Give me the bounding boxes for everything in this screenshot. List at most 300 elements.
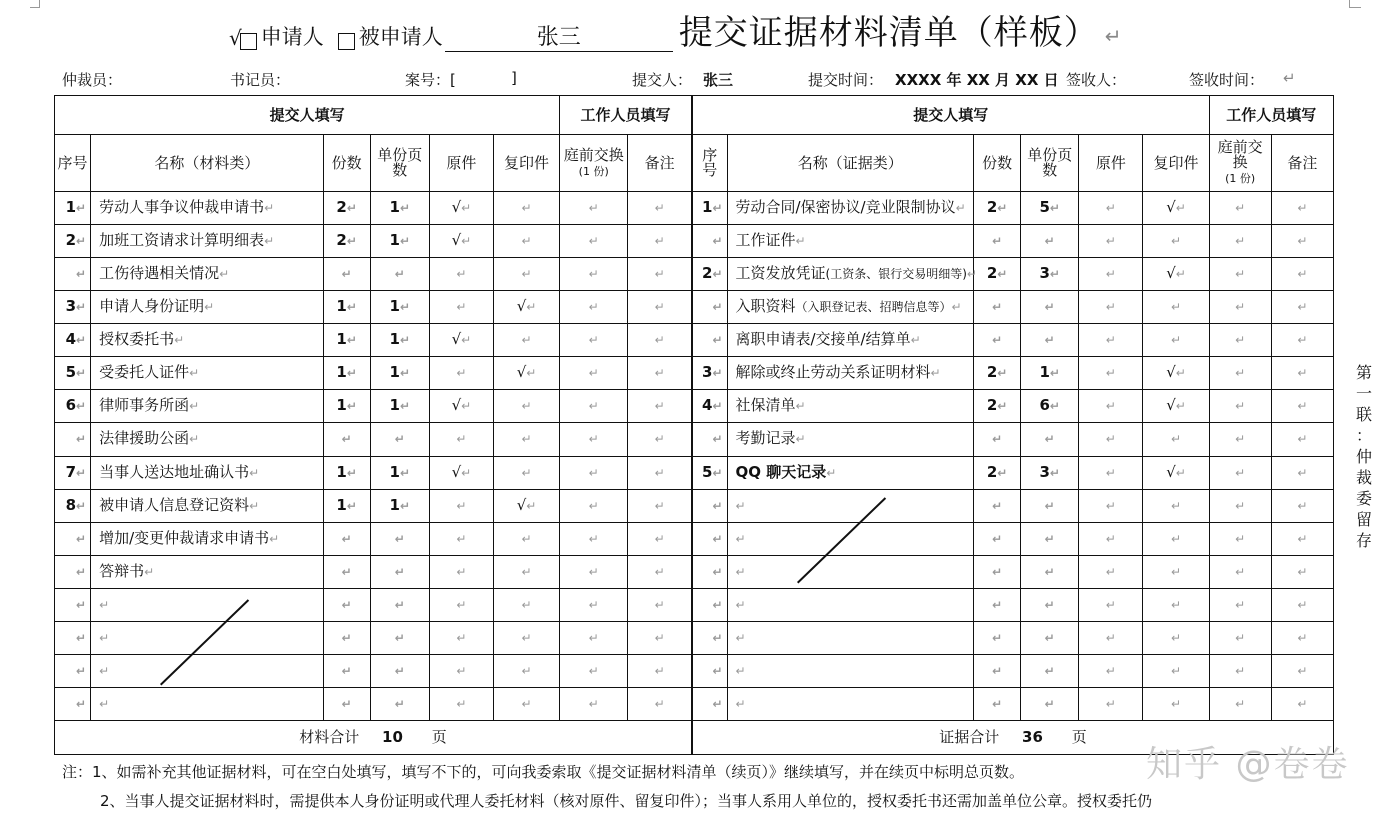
photocopy-cell-right[interactable] (1143, 390, 1209, 423)
respondent-checkbox[interactable] (338, 33, 355, 50)
copies-cell-right[interactable] (974, 621, 1021, 654)
copies-cell-right[interactable] (974, 423, 1021, 456)
seq-cell-right[interactable] (692, 555, 727, 588)
photocopy-cell-right[interactable] (1143, 357, 1209, 390)
pages-cell[interactable] (370, 456, 429, 489)
pages-cell-right[interactable] (1021, 423, 1079, 456)
photocopy-cell-right[interactable] (1143, 423, 1209, 456)
paragraph-mark-icon: ↵ (521, 564, 532, 579)
material-name-cell[interactable] (91, 522, 324, 555)
copies-cell[interactable] (323, 456, 370, 489)
pages-cell[interactable] (370, 324, 429, 357)
paragraph-mark-icon: ↵ (588, 366, 599, 381)
pages-cell-right[interactable] (1021, 555, 1079, 588)
copies-cell-right[interactable] (974, 555, 1021, 588)
remark-cell-right[interactable] (1271, 192, 1333, 225)
pretrial-cell-right[interactable] (1209, 687, 1271, 720)
copies-cell[interactable] (323, 258, 370, 291)
evidence-name-cell[interactable] (727, 456, 974, 489)
photocopy-cell-right[interactable] (1143, 522, 1209, 555)
photocopy-cell[interactable] (493, 654, 559, 687)
paragraph-mark-icon: ↵ (76, 696, 87, 711)
pretrial-cell[interactable] (560, 621, 628, 654)
pages-cell-right[interactable] (1021, 456, 1079, 489)
original-cell[interactable] (429, 687, 493, 720)
pretrial-cell-right[interactable] (1209, 522, 1271, 555)
photocopy-cell-right[interactable] (1143, 489, 1209, 522)
remark-cell-right[interactable] (1271, 225, 1333, 258)
table-row (55, 225, 1334, 258)
seq-cell-right[interactable] (692, 522, 727, 555)
material-name-cell[interactable] (91, 390, 324, 423)
photocopy-cell[interactable] (493, 522, 559, 555)
pages-cell[interactable] (370, 192, 429, 225)
seq-cell[interactable] (55, 423, 91, 456)
copies-cell[interactable] (323, 225, 370, 258)
seq-cell-right[interactable] (692, 621, 727, 654)
copies-cell-right[interactable] (974, 291, 1021, 324)
original-cell-right[interactable] (1079, 258, 1143, 291)
paragraph-mark-icon: ↵ (1049, 399, 1060, 414)
original-cell-right[interactable] (1079, 489, 1143, 522)
evidence-name-cell[interactable] (727, 555, 974, 588)
party-name-field[interactable]: 张三 (445, 20, 673, 52)
pretrial-cell[interactable] (560, 456, 628, 489)
remark-cell[interactable] (628, 489, 692, 522)
evidence-name-cell[interactable] (727, 687, 974, 720)
seq-cell[interactable] (55, 324, 91, 357)
seq-cell[interactable] (55, 258, 91, 291)
copies-cell[interactable] (323, 192, 370, 225)
remark-cell[interactable] (628, 291, 692, 324)
remark-cell[interactable] (628, 456, 692, 489)
pages-cell-right[interactable] (1021, 588, 1079, 621)
pretrial-cell[interactable] (560, 324, 628, 357)
pretrial-note: (1 份) (578, 164, 609, 178)
original-cell[interactable] (429, 489, 493, 522)
pages-cell[interactable] (370, 588, 429, 621)
pretrial-cell[interactable] (560, 357, 628, 390)
pages-cell[interactable] (370, 687, 429, 720)
original-cell[interactable] (429, 621, 493, 654)
photocopy-cell-right[interactable] (1143, 291, 1209, 324)
original-cell-right[interactable] (1079, 390, 1143, 423)
photocopy-cell-right[interactable] (1143, 258, 1209, 291)
seq-cell-right[interactable] (692, 324, 727, 357)
paragraph-mark-icon: ↵ (76, 267, 87, 282)
seq-cell[interactable] (55, 192, 91, 225)
paragraph-mark-icon: ↵ (992, 597, 1003, 612)
pretrial-cell[interactable] (560, 423, 628, 456)
photocopy-cell[interactable] (493, 588, 559, 621)
photocopy-cell[interactable] (493, 489, 559, 522)
seq-cell-right[interactable] (692, 687, 727, 720)
pretrial-cell[interactable] (560, 291, 628, 324)
photocopy-cell[interactable] (493, 621, 559, 654)
seq-cell-right[interactable] (692, 423, 727, 456)
pretrial-cell[interactable] (560, 654, 628, 687)
remark-cell-right[interactable] (1271, 357, 1333, 390)
original-cell[interactable] (429, 225, 493, 258)
original-cell-right[interactable] (1079, 621, 1143, 654)
seq-cell[interactable] (55, 621, 91, 654)
table-row (55, 456, 1334, 489)
evidence-name-cell[interactable] (727, 489, 974, 522)
evidence-name-cell[interactable] (727, 522, 974, 555)
photocopy-cell[interactable] (493, 423, 559, 456)
pages-cell-right[interactable] (1021, 192, 1079, 225)
original-cell-right[interactable] (1079, 324, 1143, 357)
pretrial-cell-right[interactable] (1209, 489, 1271, 522)
seq-cell-right[interactable] (692, 456, 727, 489)
material-name-cell[interactable] (91, 456, 324, 489)
material-name-cell[interactable] (91, 324, 324, 357)
remark-cell[interactable] (628, 522, 692, 555)
photocopy-cell[interactable] (493, 324, 559, 357)
paragraph-mark-icon: ↵ (341, 531, 352, 546)
original-cell[interactable] (429, 357, 493, 390)
remark-cell[interactable] (628, 423, 692, 456)
submit-time-value: XXXX 年 XX 月 XX 日 (895, 71, 1059, 89)
copies-cell-right[interactable] (974, 654, 1021, 687)
pages-cell[interactable] (370, 621, 429, 654)
evidence-name-cell[interactable] (727, 258, 977, 291)
paragraph-mark-icon: ↵ (588, 597, 599, 612)
pages-cell-right[interactable] (1021, 390, 1079, 423)
photocopy-cell-right[interactable] (1143, 588, 1209, 621)
pages-cell[interactable] (370, 423, 429, 456)
copies-cell[interactable] (323, 357, 370, 390)
original-cell-right[interactable] (1079, 357, 1143, 390)
remark-cell-right[interactable] (1271, 324, 1333, 357)
paragraph-mark-icon: ↵ (992, 531, 1003, 546)
photocopy-cell[interactable] (493, 555, 559, 588)
pretrial-cell-right[interactable] (1209, 588, 1271, 621)
remark-cell-right[interactable] (1271, 489, 1333, 522)
seq-cell[interactable] (55, 225, 91, 258)
remark-cell[interactable] (628, 555, 692, 588)
cell-value: 申请人身份证明 (99, 297, 205, 316)
seq-cell[interactable] (55, 390, 91, 423)
remark-cell-right[interactable] (1271, 291, 1333, 324)
remark-cell-right[interactable] (1271, 522, 1333, 555)
seq-cell-right[interactable] (692, 225, 727, 258)
copies-cell-right[interactable] (974, 357, 1021, 390)
pages-cell[interactable] (370, 390, 429, 423)
pages-cell[interactable] (370, 225, 429, 258)
original-cell-right[interactable] (1079, 225, 1143, 258)
original-cell-right[interactable] (1079, 588, 1143, 621)
evidence-name-cell[interactable] (727, 390, 974, 423)
original-cell-right[interactable] (1079, 291, 1143, 324)
pretrial-cell[interactable] (560, 258, 628, 291)
pages-cell[interactable] (370, 291, 429, 324)
pretrial-cell-right[interactable] (1209, 390, 1271, 423)
seq-cell[interactable] (55, 357, 91, 390)
paragraph-mark-icon: ↵ (346, 465, 357, 480)
seq-cell-right[interactable] (692, 390, 727, 423)
seq-cell[interactable] (55, 687, 91, 720)
pretrial-cell-right[interactable] (1209, 456, 1271, 489)
seq-cell[interactable] (55, 456, 91, 489)
note-line-1: 注：1、如需补充其他证据材料，可在空白处填写，填写不下的，可向我委索取《提交证据材料清单（续页）》继续填写，并在续页中标明总页数。 (62, 763, 1025, 781)
pages-cell-right[interactable] (1021, 291, 1079, 324)
original-cell-right[interactable] (1079, 555, 1143, 588)
pages-cell-right[interactable] (1021, 357, 1079, 390)
photocopy-cell-right[interactable] (1143, 225, 1209, 258)
seq-cell-right[interactable] (692, 291, 727, 324)
original-cell-right[interactable] (1079, 522, 1143, 555)
pretrial-cell-right[interactable] (1209, 357, 1271, 390)
pretrial-cell-right[interactable] (1209, 291, 1271, 324)
remark-cell[interactable] (628, 324, 692, 357)
remark-cell[interactable] (628, 654, 692, 687)
remark-cell[interactable] (628, 588, 692, 621)
evidence-name-cell[interactable] (727, 357, 974, 390)
paragraph-mark-icon: ↵ (951, 300, 962, 315)
remark-cell-right[interactable] (1271, 456, 1333, 489)
material-name-cell[interactable] (91, 225, 324, 258)
seq-cell[interactable] (55, 654, 91, 687)
evidence-name-cell[interactable] (727, 423, 974, 456)
copies-cell[interactable] (323, 324, 370, 357)
copies-cell[interactable] (323, 687, 370, 720)
original-cell[interactable] (429, 522, 493, 555)
pretrial-cell-right[interactable] (1209, 654, 1271, 687)
remark-cell-right[interactable] (1271, 390, 1333, 423)
paragraph-mark-icon: ↵ (461, 234, 472, 249)
remark-cell[interactable] (628, 225, 692, 258)
photocopy-cell[interactable] (493, 456, 559, 489)
remark-cell-right[interactable] (1271, 687, 1333, 720)
pretrial-cell[interactable] (560, 687, 628, 720)
original-cell[interactable] (429, 390, 493, 423)
table-row (55, 687, 1334, 720)
copies-cell[interactable] (323, 423, 370, 456)
original-cell-right[interactable] (1079, 456, 1143, 489)
pretrial-cell[interactable] (560, 489, 628, 522)
pretrial-cell-right[interactable] (1209, 324, 1271, 357)
pages-cell[interactable] (370, 258, 429, 291)
photocopy-cell-right[interactable] (1143, 621, 1209, 654)
pretrial-cell-right[interactable] (1209, 621, 1271, 654)
copies-cell-right[interactable] (974, 258, 1021, 291)
pretrial-cell[interactable] (560, 225, 628, 258)
photocopy-cell-right[interactable] (1143, 654, 1209, 687)
photocopy-cell[interactable] (493, 291, 559, 324)
original-cell[interactable] (429, 291, 493, 324)
paragraph-mark-icon: ↵ (997, 201, 1008, 216)
copies-cell-right[interactable] (974, 192, 1021, 225)
remark-cell[interactable] (628, 687, 692, 720)
seq-cell[interactable] (55, 522, 91, 555)
pages-cell-right[interactable] (1021, 522, 1079, 555)
original-cell-right[interactable] (1079, 192, 1143, 225)
seq-cell[interactable] (55, 291, 91, 324)
material-name-cell[interactable] (91, 258, 324, 291)
original-cell[interactable] (429, 588, 493, 621)
original-cell[interactable] (429, 324, 493, 357)
remark-cell[interactable] (628, 192, 692, 225)
copies-cell-right[interactable] (974, 522, 1021, 555)
copies-cell-right[interactable] (974, 324, 1021, 357)
original-cell[interactable] (429, 423, 493, 456)
material-name-cell[interactable] (91, 489, 324, 522)
seq-cell-right[interactable] (692, 258, 727, 291)
original-cell[interactable] (429, 555, 493, 588)
cell-value: √ (516, 297, 527, 316)
pretrial-cell-right[interactable] (1209, 423, 1271, 456)
material-name-cell[interactable] (91, 291, 324, 324)
pretrial-cell[interactable] (560, 588, 628, 621)
pages-cell-right[interactable] (1021, 687, 1079, 720)
original-cell[interactable] (429, 654, 493, 687)
seq-cell-right[interactable] (692, 357, 727, 390)
copies-cell[interactable] (323, 621, 370, 654)
evidence-name-cell[interactable] (727, 588, 974, 621)
remark-cell[interactable] (628, 621, 692, 654)
photocopy-cell[interactable] (493, 357, 559, 390)
remark-cell-right[interactable] (1271, 555, 1333, 588)
remark-cell[interactable] (628, 258, 692, 291)
seq-cell-right[interactable] (692, 588, 727, 621)
material-name-cell[interactable] (91, 357, 324, 390)
copies-cell-right[interactable] (974, 489, 1021, 522)
pretrial-cell-right[interactable] (1209, 555, 1271, 588)
paragraph-mark-icon: ↵ (1044, 531, 1055, 546)
paragraph-mark-icon: ↵ (1175, 399, 1186, 414)
pretrial-cell-right[interactable] (1209, 258, 1271, 291)
pages-cell[interactable] (370, 555, 429, 588)
material-name-cell[interactable] (91, 423, 324, 456)
seq-cell-right[interactable] (692, 192, 727, 225)
evidence-name-cell[interactable] (727, 654, 974, 687)
remark-cell[interactable] (628, 357, 692, 390)
evidence-name-cell[interactable] (727, 225, 974, 258)
photocopy-cell-right[interactable] (1143, 456, 1209, 489)
photocopy-cell-right[interactable] (1143, 687, 1209, 720)
cell-value: 当事人送达地址确认书 (99, 462, 250, 481)
paragraph-mark-icon: ↵ (394, 564, 405, 579)
pretrial-cell-right[interactable] (1209, 225, 1271, 258)
applicant-checkbox[interactable] (240, 33, 257, 50)
photocopy-cell[interactable] (493, 687, 559, 720)
seq-cell-right[interactable] (692, 489, 727, 522)
copies-cell-right[interactable] (974, 390, 1021, 423)
remark-cell[interactable] (628, 390, 692, 423)
pages-cell-right[interactable] (1021, 489, 1079, 522)
pages-cell[interactable] (370, 489, 429, 522)
material-name-cell[interactable] (91, 555, 324, 588)
paragraph-mark-icon: ↵ (1105, 465, 1116, 480)
paragraph-mark-icon: ↵ (654, 366, 665, 381)
photocopy-cell[interactable] (493, 390, 559, 423)
paragraph-mark-icon: ↵ (456, 531, 467, 546)
seq-cell[interactable] (55, 588, 91, 621)
photocopy-cell[interactable] (493, 225, 559, 258)
copies-cell[interactable] (323, 291, 370, 324)
material-name-cell[interactable] (91, 192, 324, 225)
original-cell[interactable] (429, 456, 493, 489)
evidence-name-cell[interactable] (727, 192, 974, 225)
paragraph-mark-icon: ↵ (1044, 663, 1055, 678)
copies-cell-right[interactable] (974, 456, 1021, 489)
pretrial-cell[interactable] (560, 555, 628, 588)
pages-cell[interactable] (370, 654, 429, 687)
seq-cell[interactable] (55, 555, 91, 588)
material-name-cell[interactable] (91, 687, 324, 720)
copies-cell[interactable] (323, 555, 370, 588)
evidence-name-cell[interactable] (727, 621, 974, 654)
paragraph-mark-icon: ↵ (461, 465, 472, 480)
cell-value: 5 (1039, 198, 1050, 217)
original-cell-right[interactable] (1079, 423, 1143, 456)
pages-cell[interactable] (370, 522, 429, 555)
col-seq-right: 序号 (692, 135, 727, 192)
pages-cell[interactable] (370, 357, 429, 390)
table-row (55, 522, 1334, 555)
remark-cell-right[interactable] (1271, 621, 1333, 654)
copies-cell-right[interactable] (974, 588, 1021, 621)
copies-cell[interactable] (323, 588, 370, 621)
pages-cell-right[interactable] (1021, 621, 1079, 654)
seq-cell[interactable] (55, 489, 91, 522)
materials-total-unit: 页 (431, 727, 447, 746)
seq-cell-right[interactable] (692, 654, 727, 687)
pretrial-cell[interactable] (560, 522, 628, 555)
paragraph-mark-icon: ↵ (144, 564, 155, 579)
pretrial-cell-right[interactable] (1209, 192, 1271, 225)
pages-cell-right[interactable] (1021, 258, 1079, 291)
cell-value: 5 (65, 363, 77, 382)
paragraph-mark-icon: ↵ (1044, 597, 1055, 612)
original-cell-right[interactable] (1079, 687, 1143, 720)
copies-cell[interactable] (323, 390, 370, 423)
photocopy-cell[interactable] (493, 192, 559, 225)
pages-cell-right[interactable] (1021, 324, 1079, 357)
remark-cell-right[interactable] (1271, 588, 1333, 621)
pretrial-cell[interactable] (560, 192, 628, 225)
remark-cell-right[interactable] (1271, 423, 1333, 456)
evidence-name-cell[interactable] (727, 324, 974, 357)
copies-cell-right[interactable] (974, 687, 1021, 720)
photocopy-cell-right[interactable] (1143, 555, 1209, 588)
photocopy-cell-right[interactable] (1143, 324, 1209, 357)
original-cell-right[interactable] (1079, 654, 1143, 687)
pages-cell-right[interactable] (1021, 654, 1079, 687)
copies-cell[interactable] (323, 522, 370, 555)
material-name-cell[interactable] (91, 588, 324, 621)
col-pages: 单份页数 (370, 135, 429, 192)
staff-fill-header-right: 工作人员填写 (1209, 96, 1333, 135)
copies-cell[interactable] (323, 489, 370, 522)
copies-cell[interactable] (323, 654, 370, 687)
evidence-name-cell[interactable] (727, 291, 974, 324)
remark-cell-right[interactable] (1271, 258, 1333, 291)
remark-cell-right[interactable] (1271, 654, 1333, 687)
submitter-name: 张三 (703, 71, 734, 89)
photocopy-cell-right[interactable] (1143, 192, 1209, 225)
original-cell[interactable] (429, 192, 493, 225)
original-cell[interactable] (429, 258, 493, 291)
material-name-cell[interactable] (91, 654, 324, 687)
copies-cell-right[interactable] (974, 225, 1021, 258)
pretrial-cell[interactable] (560, 390, 628, 423)
paragraph-mark-icon: ↵ (1105, 630, 1116, 645)
photocopy-cell[interactable] (493, 258, 559, 291)
paragraph-mark-icon: ↵ (910, 333, 921, 348)
pages-cell-right[interactable] (1021, 225, 1079, 258)
